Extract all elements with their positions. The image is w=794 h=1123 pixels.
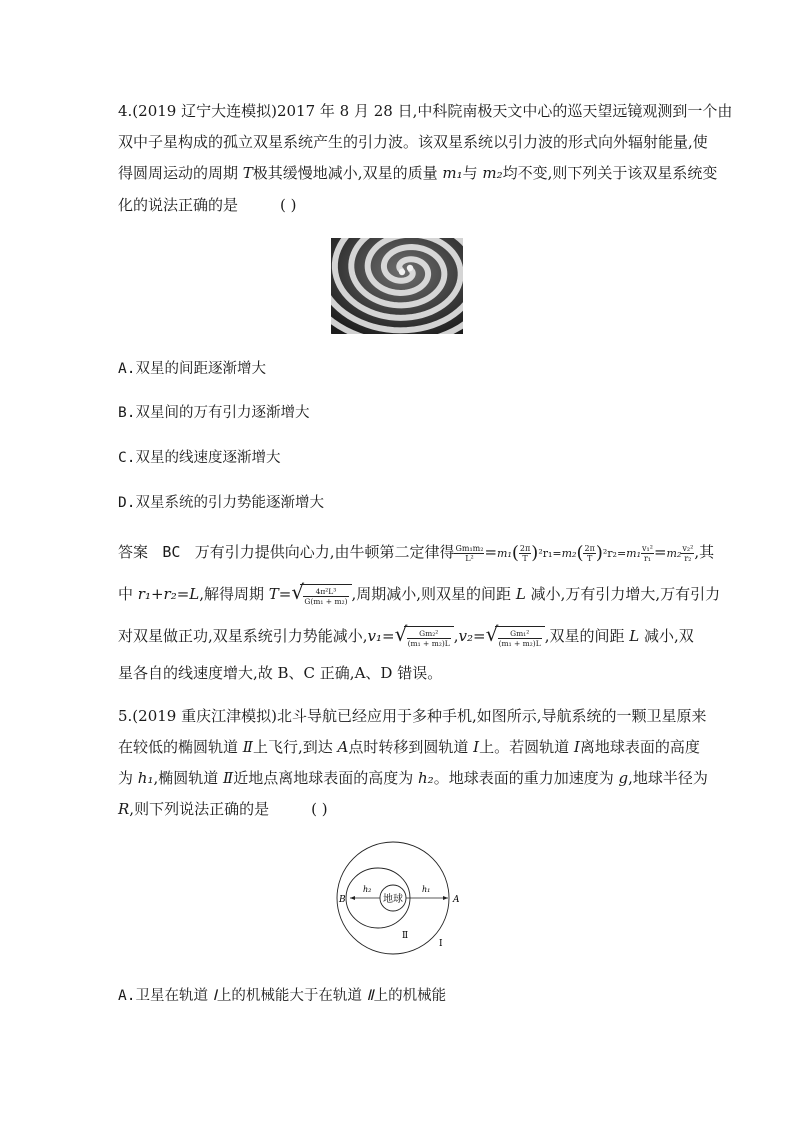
frac-num: Gm₁² (498, 629, 542, 639)
var-m1: m₁ (626, 547, 642, 560)
label-II: Ⅱ (402, 931, 409, 941)
formula-v1: v₁= (367, 627, 395, 645)
option-letter: C. (118, 450, 136, 466)
q4-text: 得圆周运动的周期 (118, 164, 243, 182)
frac-num: 2π (519, 543, 531, 553)
explanation-text: 中 (118, 585, 138, 603)
var-h2: h₂ (418, 769, 434, 787)
q5-stem-line2 (118, 737, 700, 757)
explanation-text: 万有引力提供向心力,由牛顿第二定律得 (194, 543, 455, 561)
option-text: 双星的线速度逐渐增大 (135, 450, 281, 466)
star-2 (407, 265, 413, 271)
q4-option-b[interactable] (118, 401, 309, 422)
explanation-text: ,解得周期 (199, 585, 269, 603)
frac-den: (m₁ + m₂)L (407, 638, 450, 648)
answer-label: 答案 (118, 543, 149, 561)
star-1 (399, 269, 405, 275)
q5-text: ,椭圆轨道 (153, 769, 224, 787)
q5-text: 。地球表面的重力加速度为 (433, 769, 619, 787)
answer-blank: ( ) (280, 196, 297, 214)
var-R: R (118, 800, 130, 818)
orbit-I: Ⅰ (212, 988, 217, 1004)
label-B: B (339, 895, 346, 905)
q4-answer-line3: 对双星做正功,双星系统引力势能减小,v₁= √ $\frac{\text{Gm₂²}}{\text{(m₁ + m₂)L}}$ ,v₂= √ $\frac{\text{Gm₁²}}{\text{(m₁ + m₂)L}}$ ,双星的间距 L 减小,双 (118, 622, 694, 648)
option-text: 双星系统的引力势能逐渐增大 (135, 495, 324, 511)
point-A: A (337, 738, 349, 756)
formula-T: T= (268, 585, 292, 603)
var-g: g (618, 769, 629, 787)
frac-num: 4π²L³ (303, 587, 348, 597)
q4-answer-line4: 星各自的线速度增大,故 B、C 正确,A、D 错误。 (118, 664, 443, 682)
option-text: 上的机械能大于在轨道 (216, 988, 367, 1004)
option-letter: A. (118, 361, 136, 377)
frac-num: v₂² (682, 543, 694, 553)
q4-answer-line2 (118, 580, 721, 606)
eq-sign: = (653, 543, 667, 561)
h1-arrow (443, 896, 448, 900)
formula-part: ²r₂= (602, 547, 627, 560)
explanation-text: ,双星的间距 (544, 627, 630, 645)
q4-stem-line4 (118, 195, 297, 215)
q5-text: 上。若圆轨道 (479, 738, 574, 756)
q5-option-a[interactable] (118, 984, 446, 1005)
q5-text: 近地点离地球表面的高度为 (233, 769, 418, 787)
sqrt-period: √ $\frac{\text{4π²L³}}{\text{G(m₁ + m₂)}}$ (291, 584, 351, 606)
q4-option-d[interactable] (118, 491, 324, 512)
q5-text: ,则下列说法正确的是 (129, 800, 270, 818)
explanation-text: ,其 (694, 543, 715, 561)
option-letter: D. (118, 495, 136, 511)
var-h1: h₁ (137, 769, 154, 787)
q5-text: 在较低的椭圆轨道 (118, 738, 243, 756)
option-text: 卫星在轨道 (135, 988, 213, 1004)
answer-value: BC (162, 543, 181, 561)
sqrt-v2: √ $\frac{\text{Gm₁²}}{\text{(m₁ + m₂)L}}$ (486, 626, 545, 648)
sqrt-v1: √ $\frac{\text{Gm₂²}}{\text{(m₁ + m₂)L}}$ (395, 626, 454, 648)
var-m2: m₂ (666, 547, 682, 560)
var-m1: m₁ (497, 547, 512, 560)
formula-part: ²r₁= (538, 547, 562, 560)
q5-text: 离地球表面的高度 (579, 738, 700, 756)
fraction-v2 (681, 544, 694, 563)
var-T: T (242, 164, 253, 182)
eq-sign: = (484, 543, 498, 561)
orbit-II: Ⅱ (366, 988, 374, 1004)
orbit-diagram (330, 840, 466, 958)
orbit-II: Ⅱ (242, 738, 253, 756)
frac-den: T (586, 553, 593, 563)
fraction-2pi-T (519, 544, 531, 563)
q5-stem-line4 (118, 799, 328, 819)
var-L: L (515, 585, 526, 603)
q4-text: 均不变,则下列关于该双星系统变 (502, 164, 718, 182)
earth-label: 地球 (383, 894, 403, 905)
q4-stem-line3 (118, 163, 717, 183)
label-h2: h₂ (363, 885, 372, 894)
q4-stem-line2: 双中子星构成的孤立双星系统产生的引力波。该双星系统以引力波的形式向外辐射能量,使 (118, 133, 708, 151)
frac-den: r₂ (684, 553, 692, 563)
fraction-2pi-T (583, 544, 595, 563)
option-letter: B. (118, 405, 136, 421)
q5-stem-line3 (118, 768, 708, 788)
label-A: A (453, 895, 460, 905)
answer-blank: ( ) (311, 800, 328, 818)
var-m1: m₁ (442, 164, 463, 182)
explanation-text: ,周期减小,则双星的间距 (351, 585, 516, 603)
frac-den: G(m₁ + m₂) (304, 596, 348, 606)
orbit-I: Ⅰ (473, 738, 480, 756)
label-I: Ⅰ (439, 939, 443, 949)
frac-num: v₁² (642, 543, 653, 553)
q4-option-a[interactable] (118, 357, 266, 378)
frac-num: Gm₁m₂ (455, 543, 484, 553)
var-L: L (629, 627, 640, 645)
option-letter: A. (118, 988, 136, 1004)
explanation-text: 减小,双 (639, 627, 694, 645)
frac-num: Gm₂² (407, 629, 451, 639)
q5-text: 点时转移到圆轨道 (348, 738, 474, 756)
orbit-I: Ⅰ (573, 738, 580, 756)
explanation-text: 减小,万有引力增大,万有引力 (525, 585, 721, 603)
q5-text: 为 (118, 769, 138, 787)
frac-num: 2π (584, 543, 595, 553)
option-text: 双星的间距逐渐增大 (135, 361, 266, 377)
q4-text: 极其缓慢地减小,双星的质量 (252, 164, 443, 182)
q4-text: 化的说法正确的是 (118, 196, 239, 214)
frac-den: L² (465, 553, 474, 563)
h2-arrow (350, 896, 355, 900)
orbit-II: Ⅱ (223, 769, 234, 787)
q4-text: 与 (462, 164, 483, 182)
frac-den: r₁ (643, 553, 651, 563)
q4-option-c[interactable] (118, 446, 280, 467)
frac-den: (m₁ + m₂)L (498, 638, 541, 648)
explanation-text: 对双星做正功,双星系统引力势能减小, (118, 627, 368, 645)
var-m2: m₂ (561, 547, 577, 560)
q5-stem-line1: 5.(2019 重庆江津模拟)北斗导航已经应用于多种手机,如图所示,导航系统的一颗卫星原来 (118, 707, 707, 725)
label-h1: h₁ (422, 885, 431, 894)
frac-den: T (522, 553, 528, 563)
fraction-gravity (454, 544, 484, 563)
q5-text: ,地球半径为 (628, 769, 708, 787)
q5-text: 上飞行,到达 (252, 738, 338, 756)
q4-stem-line1: 4.(2019 辽宁大连模拟)2017 年 8 月 28 日,中科院南极天文中心的巡天望远镜观测到一个由 (118, 102, 733, 120)
option-text: 上的机械能 (373, 988, 447, 1004)
q4-answer-line1: 答案 BC 万有引力提供向心力,由牛顿第二定律得 $\frac{\text{Gm₁m₂}}{\text{L²}}$ =m₁( $\frac{2\pi}{T}$ )²r₁=m₂( $\frac{2\pi}{T}$ )²r₂=m₁ $\frac{\text{v₁²}}{\text{r₁}}$ =m₂ $\frac{\text{v₂²}}{\text{r₂}}$ ,其 (118, 542, 715, 564)
gravitational-wave-image (331, 238, 463, 334)
fraction-v1 (641, 544, 654, 563)
option-text: 双星间的万有引力逐渐增大 (135, 405, 310, 421)
formula-v2: v₂= (458, 627, 486, 645)
var-m2: m₂ (482, 164, 503, 182)
formula-condition: r₁+r₂=L (137, 585, 200, 603)
